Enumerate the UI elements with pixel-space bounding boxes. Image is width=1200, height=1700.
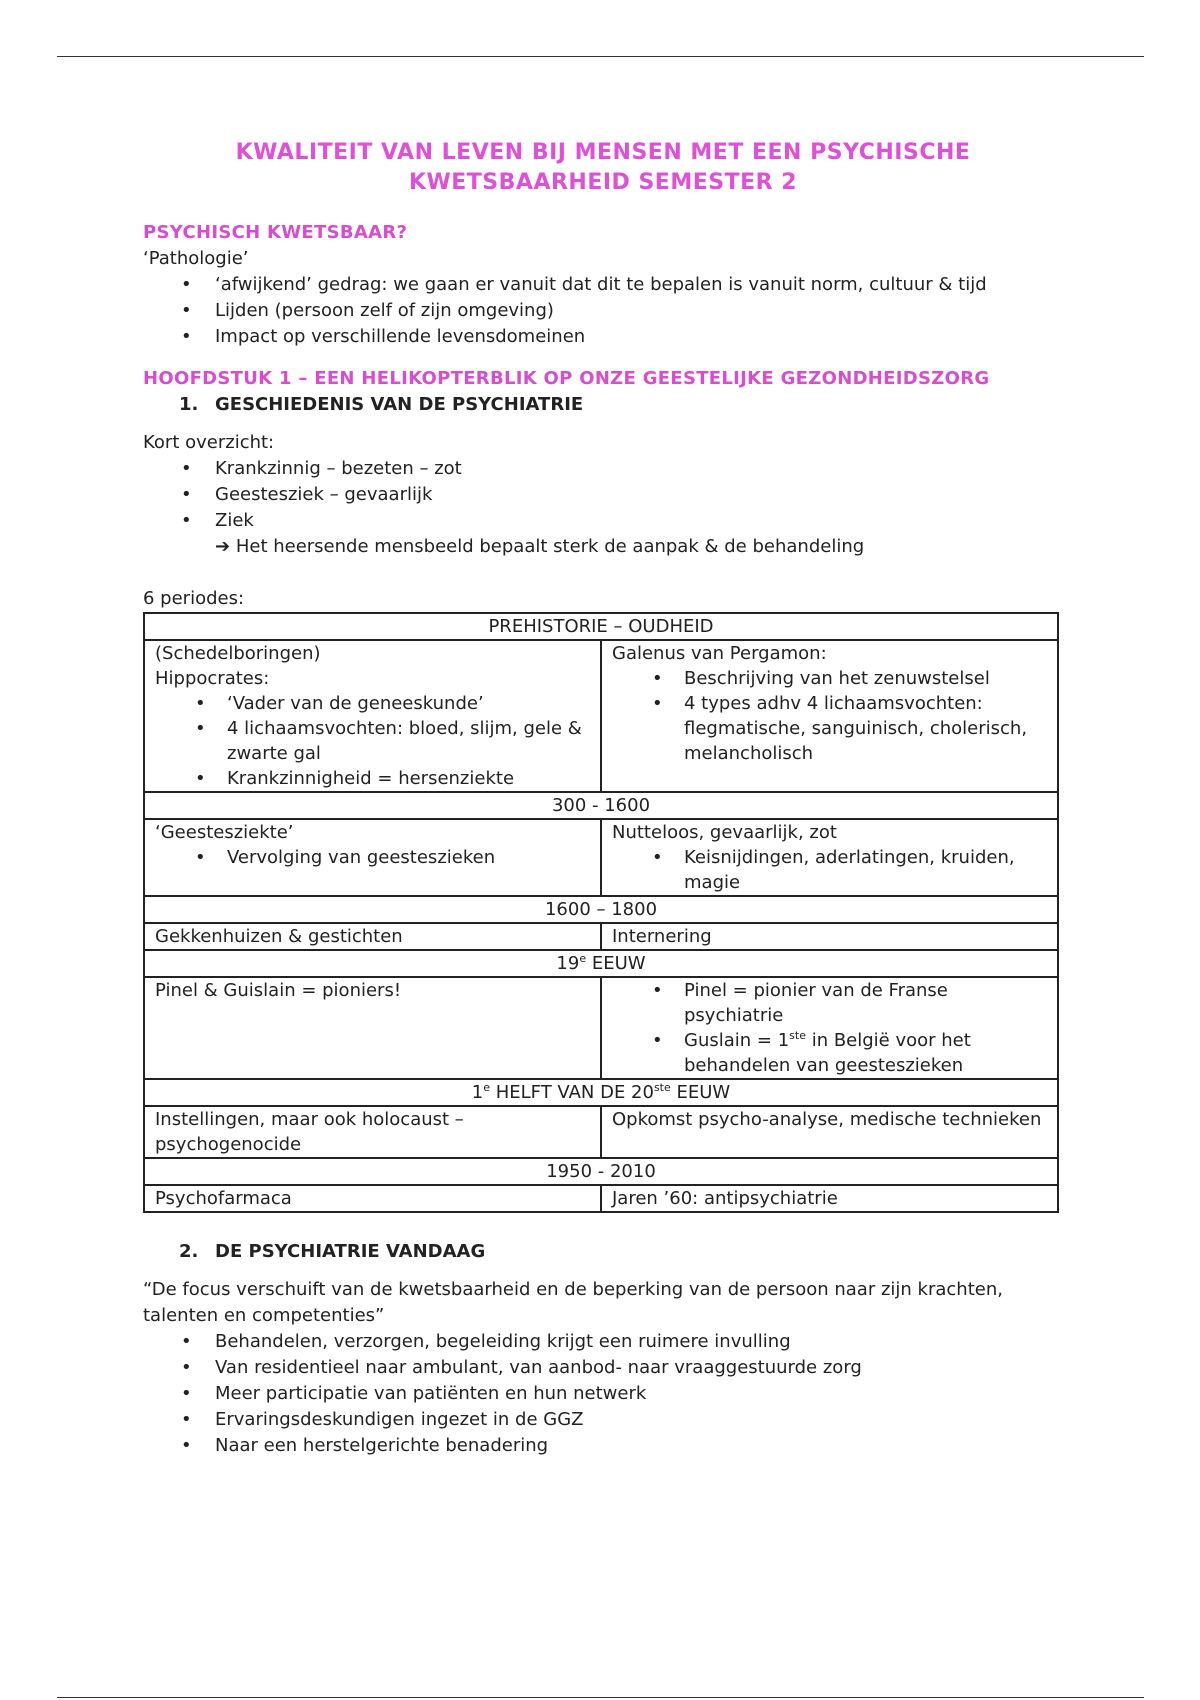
page-bottom-rule xyxy=(57,1697,1144,1698)
header-sup: e xyxy=(483,1081,491,1094)
periods-label: 6 periodes: xyxy=(143,588,245,609)
chapter-heading: HOOFDSTUK 1 – EEN HELIKOPTERBLIK OP ONZE GEESTELIJKE GEZONDHEIDSZORG xyxy=(143,368,990,389)
period-header: 1600 – 1800 xyxy=(144,896,1058,923)
conclusion-text: Het heersende mensbeeld bepaalt sterk de aanpak & de behandeling xyxy=(235,536,865,557)
document-body xyxy=(143,138,1063,1459)
list-item: • Meer participatie van patiënten en hun netwerk xyxy=(215,1381,1063,1407)
table-cell xyxy=(144,819,601,896)
document-title: KWALITEIT VAN LEVEN BIJ MENSEN MET EEN PSYCHISCHE KWETSBAARHEID SEMESTER 2 xyxy=(235,140,971,195)
list-item: • Behandelen, verzorgen, begeleiding krijgt een ruimere invulling xyxy=(215,1329,1063,1355)
list-item: • Lijden (persoon zelf of zijn omgeving) xyxy=(215,298,1063,324)
table-row xyxy=(144,1106,1058,1158)
period-header: 300 - 1600 xyxy=(144,792,1058,819)
cell-line: Nutteloos, gevaarlijk, zot xyxy=(612,822,837,843)
period-header: 1950 - 2010 xyxy=(144,1158,1058,1185)
cell-list xyxy=(612,845,1047,895)
table-cell xyxy=(601,640,1058,792)
table-row xyxy=(144,950,1058,977)
list-item: • Naar een herstelgerichte benadering xyxy=(215,1433,1063,1459)
list-item: • Ziek xyxy=(215,508,1063,534)
list-item: • Krankzinnig – bezeten – zot xyxy=(215,456,1063,482)
subsection-heading-vandaag xyxy=(143,1239,1063,1265)
cell-list xyxy=(612,978,1047,1078)
period-header xyxy=(144,1079,1058,1106)
table-cell xyxy=(144,640,601,792)
table-cell: Pinel & Guislain = pioniers! xyxy=(144,977,601,1079)
list-item: • Van residentieel naar ambulant, van aanbod- naar vraaggestuurde zorg xyxy=(215,1355,1063,1381)
table-row xyxy=(144,923,1058,950)
table-row xyxy=(144,819,1058,896)
table-cell xyxy=(601,977,1058,1079)
page-top-rule xyxy=(57,56,1144,57)
cell-line: Galenus van Pergamon: xyxy=(612,643,827,664)
subsection-title: DE PSYCHIATRIE VANDAAG xyxy=(215,1241,486,1262)
list-item xyxy=(684,1028,1047,1078)
arrow-right-icon: ➔ xyxy=(215,536,231,557)
cell-list xyxy=(155,691,590,791)
table-cell: Opkomst psycho-analyse, medische technieken xyxy=(601,1106,1058,1158)
cell-line: Hippocrates: xyxy=(155,668,270,689)
list-item: • Keisnijdingen, aderlatingen, kruiden, magie xyxy=(684,845,1047,895)
list-item: • Krankzinnigheid = hersenziekte xyxy=(227,766,590,791)
table-cell: Jaren ’60: antipsychiatrie xyxy=(601,1185,1058,1212)
list-item: • Geestesziek – gevaarlijk xyxy=(215,482,1063,508)
text-part: Guslain = 1 xyxy=(684,1030,790,1051)
subsection-title: GESCHIEDENIS VAN DE PSYCHIATRIE xyxy=(215,394,584,415)
subsection-heading-geschiedenis xyxy=(143,392,1063,418)
table-cell xyxy=(601,819,1058,896)
header-part: 19 xyxy=(556,953,580,974)
section-heading-psychisch-kwetsbaar: PSYCHISCH KWETSBAAR? xyxy=(143,222,408,243)
header-part: HELFT VAN DE 20 xyxy=(490,1082,654,1103)
table-row xyxy=(144,1158,1058,1185)
table-row xyxy=(144,792,1058,819)
subsection-number: 1. xyxy=(179,394,199,415)
list-item: • Ervaringsdeskundigen ingezet in de GGZ xyxy=(215,1407,1063,1433)
pathologie-list xyxy=(143,272,1063,350)
header-part: 1 xyxy=(471,1082,484,1103)
pathologie-label: ‘Pathologie’ xyxy=(143,248,249,269)
overview-label: Kort overzicht: xyxy=(143,432,275,453)
today-list xyxy=(143,1329,1063,1459)
text-part: in België voor het behandelen van geesteszieken xyxy=(684,1030,971,1076)
table-row xyxy=(144,1185,1058,1212)
list-item: • Vervolging van geesteszieken xyxy=(227,845,590,870)
focus-quote: “De focus verschuift van de kwetsbaarheid en de beperking van de persoon naar zijn krachten, talenten en competenties” xyxy=(143,1279,1003,1326)
cell-line: (Schedelboringen) xyxy=(155,643,321,664)
header-sup: e xyxy=(579,952,587,965)
period-header: PREHISTORIE – OUDHEID xyxy=(144,613,1058,640)
conclusion-line xyxy=(143,534,1063,560)
list-item: • 4 types adhv 4 lichaamsvochten: flegmatische, sanguinisch, cholerisch, melancholisch xyxy=(684,691,1047,766)
list-item: • Impact op verschillende levensdomeinen xyxy=(215,324,1063,350)
table-row xyxy=(144,896,1058,923)
period-header xyxy=(144,950,1058,977)
periods-table xyxy=(143,612,1059,1213)
cell-list xyxy=(612,666,1047,766)
overview-list xyxy=(143,456,1063,534)
list-item: • 4 lichaamsvochten: bloed, slijm, gele & zwarte gal xyxy=(227,716,590,766)
cell-line: ‘Geestesziekte’ xyxy=(155,822,294,843)
list-item: • Pinel = pionier van de Franse psychiatrie xyxy=(684,978,1047,1028)
subsection-number: 2. xyxy=(179,1241,199,1262)
list-item: • Beschrijving van het zenuwstelsel xyxy=(684,666,1047,691)
table-row xyxy=(144,613,1058,640)
table-cell: Psychofarmaca xyxy=(144,1185,601,1212)
list-item: • ‘afwijkend’ gedrag: we gaan er vanuit dat dit te bepalen is vanuit norm, cultuur & tijd xyxy=(215,272,1063,298)
header-sup: ste xyxy=(653,1081,671,1094)
table-row xyxy=(144,640,1058,792)
table-cell: Internering xyxy=(601,923,1058,950)
text-sup: ste xyxy=(789,1029,806,1042)
cell-list xyxy=(155,845,590,870)
header-part: EEUW xyxy=(670,1082,731,1103)
table-row xyxy=(144,1079,1058,1106)
table-row xyxy=(144,977,1058,1079)
table-cell: Gekkenhuizen & gestichten xyxy=(144,923,601,950)
header-part: EEUW xyxy=(586,953,646,974)
table-cell: Instellingen, maar ook holocaust – psychogenocide xyxy=(144,1106,601,1158)
list-item: • ‘Vader van de geneeskunde’ xyxy=(227,691,590,716)
